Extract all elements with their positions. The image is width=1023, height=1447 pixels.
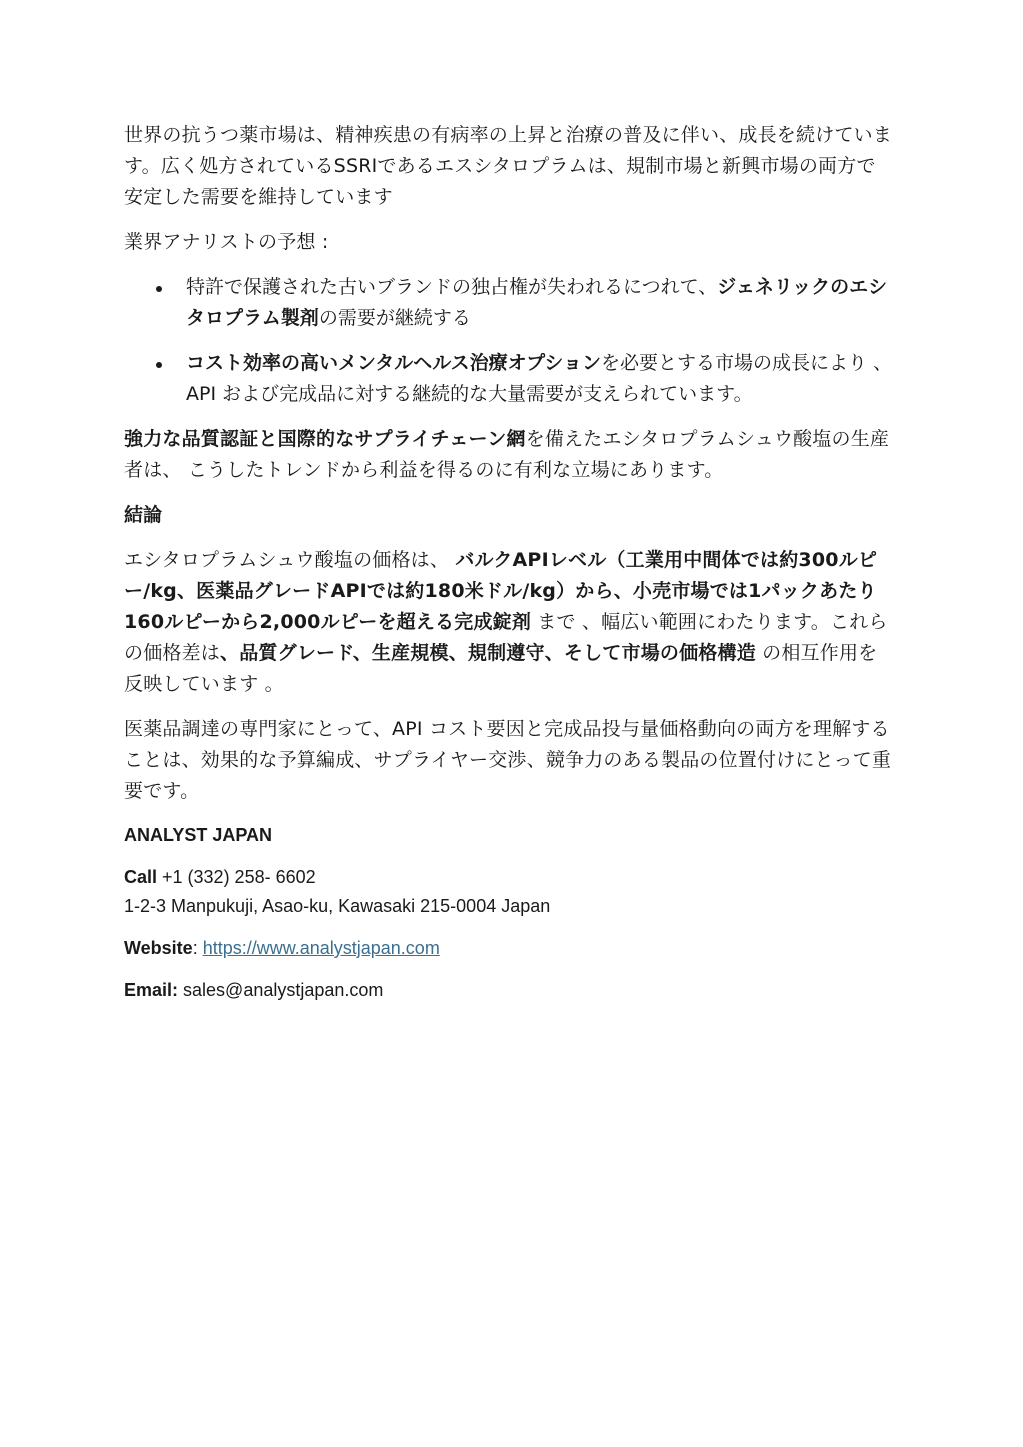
forecast-list: [124, 272, 894, 410]
procurement-paragraph: 医薬品調達の専門家にとって、API コスト要因と完成品投与量価格動向の両方を理解することは、効果的な予算編成、サプライヤー交渉、競争力のある製品の位置付けにとって重要です。: [124, 718, 892, 802]
email-label: Email:: [124, 980, 179, 1000]
intro-paragraph: 世界の抗うつ薬市場は、精神疾患の有病率の上昇と治療の普及に伴い、成長を続けています。広く処方されているSSRIであるエスシタロプラムは、規制市場と新興市場の両方で安定した需要を維持しています: [124, 124, 893, 208]
bullet2-bold: コスト効率の高いメンタルヘルス治療オプション: [186, 352, 601, 374]
website-colon: :: [192, 938, 203, 958]
conclusion-bold-factors: 、品質グレード、生産規模、規制遵守、そして市場の価格構造: [220, 642, 756, 664]
website-label: Website: [124, 938, 193, 958]
address-line: 1-2-3 Manpukuji, Asao-ku, Kawasaki 215-0004 Japan: [124, 896, 551, 916]
list-item: [124, 348, 894, 410]
call-label: Call: [124, 867, 158, 887]
bullet-icon: [156, 286, 162, 292]
bullet1-text-end: の需要が継続する: [318, 307, 471, 329]
conclusion-heading: 結論: [124, 504, 163, 526]
producers-paragraph: [124, 424, 894, 486]
email-address[interactable]: sales@analystjapan.com: [178, 980, 384, 1000]
conclusion-text-mid: まで 、幅広い範囲にわたります。これらの価格差は: [124, 611, 888, 664]
phone-line: [124, 863, 894, 892]
conclusion-bold-prices: バルクAPIレベル（工業用中間体では約300ルピー/kg、医薬品グレードAPIでは約180米ドル/kg）から、小売市場では1パックあたり160ルピーから2,000ルピーを超える完成錠剤: [124, 549, 878, 633]
company-name: ANALYST JAPAN: [124, 825, 273, 845]
website-link[interactable]: https://www.analystjapan.com: [202, 938, 440, 958]
email-line: [124, 976, 894, 1005]
bullet1-bold: ジェネリックのエシタロプラム製剤: [186, 276, 888, 329]
conclusion-text-end: の相互作用を反映しています 。: [124, 642, 878, 695]
producers-bold: 強力な品質認証と国際的なサプライチェーン網: [124, 428, 526, 450]
producers-text: を備えたエシタロプラムシュウ酸塩の生産者は、 こうしたトレンドから利益を得るのに有利な立場にあります。: [124, 428, 890, 481]
contact-block: [124, 863, 894, 921]
bullet-icon: [156, 362, 162, 368]
conclusion-text-start: エシタロプラムシュウ酸塩の価格は、: [124, 549, 456, 571]
website-line: [124, 934, 894, 963]
document-page: [124, 120, 894, 1018]
bullet2-text: を必要とする市場の成長により 、API および完成品に対する継続的な大量需要が支えられています。: [186, 352, 893, 405]
bullet1-text: 特許で保護された古いブランドの独占権が失われるにつれて、: [186, 276, 718, 298]
phone-number: +1 (332) 258- 6602: [157, 867, 316, 887]
list-item: [124, 272, 894, 334]
analyst-forecast-label: 業界アナリストの予想 :: [124, 231, 329, 253]
conclusion-paragraph: [124, 545, 894, 700]
